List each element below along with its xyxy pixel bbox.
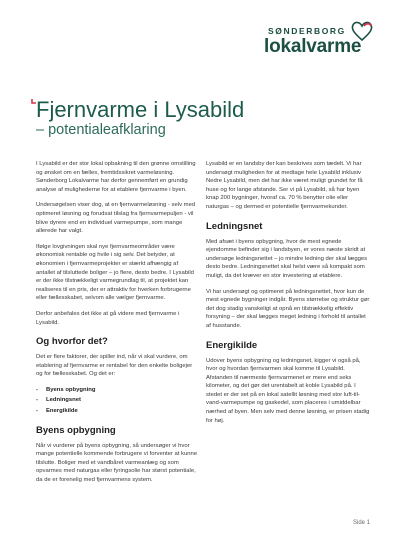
paragraph: Vi har undersøgt og optimeret på ledningsnettet, hvor kun de mest egnede bygninger indgår. Byens størrelse og struktur gør det dog stadig vanskeligt at opnå en tilstrækkelig effektiv forsyning – der skal lægges meget ledning i forhold til antallet af husstande.: [206, 288, 370, 329]
paragraph: Lysabild er en landsby der kan beskrives som tædelt. Vi har undersøgt muligheden for at medtage hele Lysabild inklusiv Nedre Lysabild, men det har ikke været muligt grundet for få huse og for lange afstande. Ser vi på Lysabild, så har byen knap 200 bygninger, hvoraf ca. 70 % benytter olie eller naturgas – og dermed er potentielle fjernvarmekunder.: [206, 161, 363, 210]
section-heading-city: Byens opbygning: [36, 424, 116, 436]
paragraph: Det er flere faktorer, der spiller ind, når vi skal vurdere, om etablering af fjernvarme er rentabel for den enkelte boligejer og for fællesskabet. Og det er:: [36, 354, 193, 378]
paragraph: Når vi vurderer på byens opbygning, så undersøger vi hvor mange potentielle kommende forbrugere vi forventer at kunne tilslutte. Boliger med et vandbåret varmeanlæg og som opvarmes med naturgas eller fyringsolie har størst potentiale, da de er forenelig med fjernvarmens system.: [36, 442, 198, 484]
left-column: [36, 160, 198, 492]
page-title: Fjernvarme i Lysabild: [36, 97, 245, 122]
paragraph: Ifølge lovgivningen skal nye fjernvarmeområder være økonomisk rentable og hvile i sig selv. Det betyder, at økonomien i fjernvarmeprojekter er stærkt afhængig af antallet af tilsluttede boliger – jo flere, desto bedre. I Lysabild er der ikke tilstrækkeligt varmegrundlag til, at projektet kan realiseres til en pris, der er attraktiv for hverken forbrugerne eller fællesskabet, selvom alle vælger fjernvarme.: [36, 243, 194, 302]
paragraph: Med afsæt i byens opbygning, hvor de mest egnede ejendomme befinder sig i landsbyen, er vores næste skridt at undersøge ledningsnettet – jo mindre ledning der skal lægges desto bedre. Ledningsnettet skal helst være så kompakt som muligt, da det kræver en stor investering at etablere.: [206, 238, 368, 279]
section-heading-energy: Energikilde: [206, 339, 258, 351]
section-heading-grid: Ledningsnet: [206, 220, 263, 232]
intro-paragraph: I Lysabild er der stor lokal opbakning til den grønne omstilling og ønsket om en fælles, fremtidssikret varmeløsning. Sønderborg Lokalvarme har derfor gennemført en grundig analyse af mulighederne for at etablere fjernvarme i byen.: [36, 161, 196, 193]
sonderborg-lokalvarme-logo: [264, 26, 374, 58]
paragraph: Udover byens opbygning og ledningsnet, kigger vi også på, hvor og hvordan fjernvarmen skal komme til Lysabild. Afstanden til nærmeste fjernvarmenet er mere end seks kilometer, og det gør det urentabelt at koble Lysabild på. I stedet er der set på en lokal satellit løsning med stor luft-til-vand-varmepumpe og gaskedel, som placeres i umiddelbar nærhed af byen. Men selv med denne løsning, er prisen stadig for høj.: [206, 357, 370, 424]
paragraph: Undersøgelsen viser dog, at en fjernvarmeløsning - selv med optimeret løsning og forudsat tilslag fra fjernvarmepuljen - vil blive dyrere end en individuel varmepumpe, som mange allerede har valgt.: [36, 202, 196, 235]
page-number: Side 1: [352, 520, 370, 526]
list-item: - Energikilde: [36, 407, 198, 416]
heart-icon: [350, 20, 374, 42]
right-column: [206, 160, 372, 432]
list-item: - Ledningsnet: [36, 396, 198, 405]
list-item: - Byens opbygning: [36, 386, 198, 395]
section-heading-why: Og hvorfor det?: [36, 336, 108, 348]
logo-top-text: SØNDERBORG: [268, 26, 346, 36]
logo-bottom-text: lokalvarme: [264, 36, 362, 57]
factor-list: [36, 386, 198, 416]
paragraph: Derfor anbefales det ikke at gå videre med fjernvarme i Lysabild.: [36, 310, 180, 326]
page-subtitle: – potentialeafklaring: [36, 122, 166, 138]
